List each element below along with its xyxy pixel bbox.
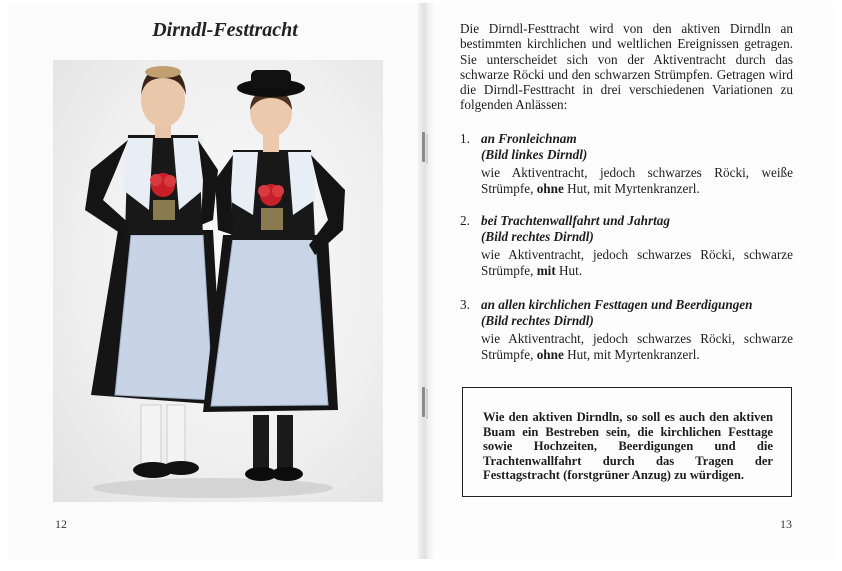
list-item-heading-line: an allen kirchlichen Festtagen und Beerdigungen bbox=[481, 297, 753, 312]
description-emphasis: ohne bbox=[536, 180, 564, 196]
list-item-number: 1. bbox=[460, 131, 470, 146]
list-item-heading-caption: (Bild linkes Dirndl) bbox=[481, 146, 588, 162]
list-item bbox=[460, 297, 793, 362]
description-text: wie Aktiventracht, jedoch schwarzes Röcki, schwarze Strümpfe, bbox=[481, 331, 793, 362]
description-text-end: Hut, mit Myrtenkranzerl. bbox=[563, 180, 700, 196]
staple-bottom bbox=[422, 387, 425, 417]
description-text-end: Hut. bbox=[555, 262, 583, 278]
description-emphasis: mit bbox=[536, 262, 556, 278]
left-dirndl-figure bbox=[85, 66, 223, 478]
list-item-heading-line: an Fronleichnam bbox=[481, 131, 577, 146]
staple-bottom-shadow bbox=[426, 389, 428, 419]
list-item-heading bbox=[481, 213, 793, 244]
description-emphasis: ohne bbox=[536, 346, 564, 362]
staple-top bbox=[422, 132, 425, 162]
description-text-end: Hut, mit Myrtenkranzerl. bbox=[563, 346, 700, 362]
list-item-number: 3. bbox=[460, 297, 470, 312]
page-title: Dirndl-Festtracht bbox=[152, 19, 298, 41]
boxed-note-text: Wie den aktiven Dirndln, so soll es auch den aktiven Buam ein Bestreben sein, die kirchlichen Festtage sowie Hochzeiten, Beerdigungen und die Trachtenwallfahrt durch das Tragen der Festtagstracht (forstgrüner Anzug) zu würdigen. bbox=[483, 410, 773, 483]
description-text: wie Aktiventracht, jedoch schwarzes Röcki, weiße Strümpfe, bbox=[481, 165, 793, 196]
costume-photo bbox=[53, 60, 383, 502]
intro-paragraph: Die Dirndl-Festtracht wird von den aktiven Dirndln an bestimmten kirchlichen und weltlichen Ereignissen getragen. Sie unterscheidet sich von der Aktiventracht durch das schwarze Röcki und den schwarzen Strümpfen. Getragen wird die Dirndl-Festtracht in drei verschiedenen Variationen zu folgenden Anlässen: bbox=[460, 21, 793, 113]
page-number-right: 13 bbox=[780, 517, 792, 531]
list-item-heading-caption: (Bild rechtes Dirndl) bbox=[481, 228, 594, 244]
list-item-description bbox=[481, 165, 793, 196]
list-item-description bbox=[481, 331, 793, 362]
list-item-heading-line: bei Trachtenwallfahrt und Jahrtag bbox=[481, 213, 670, 228]
list-item-heading bbox=[481, 297, 793, 328]
list-item-description bbox=[481, 247, 793, 278]
list-item-number: 2. bbox=[460, 213, 470, 228]
page-number-left: 12 bbox=[55, 517, 67, 531]
list-item-heading bbox=[481, 131, 793, 162]
list-item-heading-caption: (Bild rechtes Dirndl) bbox=[481, 312, 594, 328]
page-gutter bbox=[418, 3, 434, 559]
boxed-note bbox=[462, 387, 792, 497]
staple-top-shadow bbox=[426, 134, 428, 164]
list-item bbox=[460, 131, 793, 196]
two-women-in-dirndl-illustration bbox=[53, 60, 383, 502]
list-item bbox=[460, 213, 793, 278]
right-dirndl-figure bbox=[203, 70, 345, 481]
description-text: wie Aktiventracht, jedoch schwarzes Röcki, schwarze Strümpfe, bbox=[481, 247, 793, 278]
